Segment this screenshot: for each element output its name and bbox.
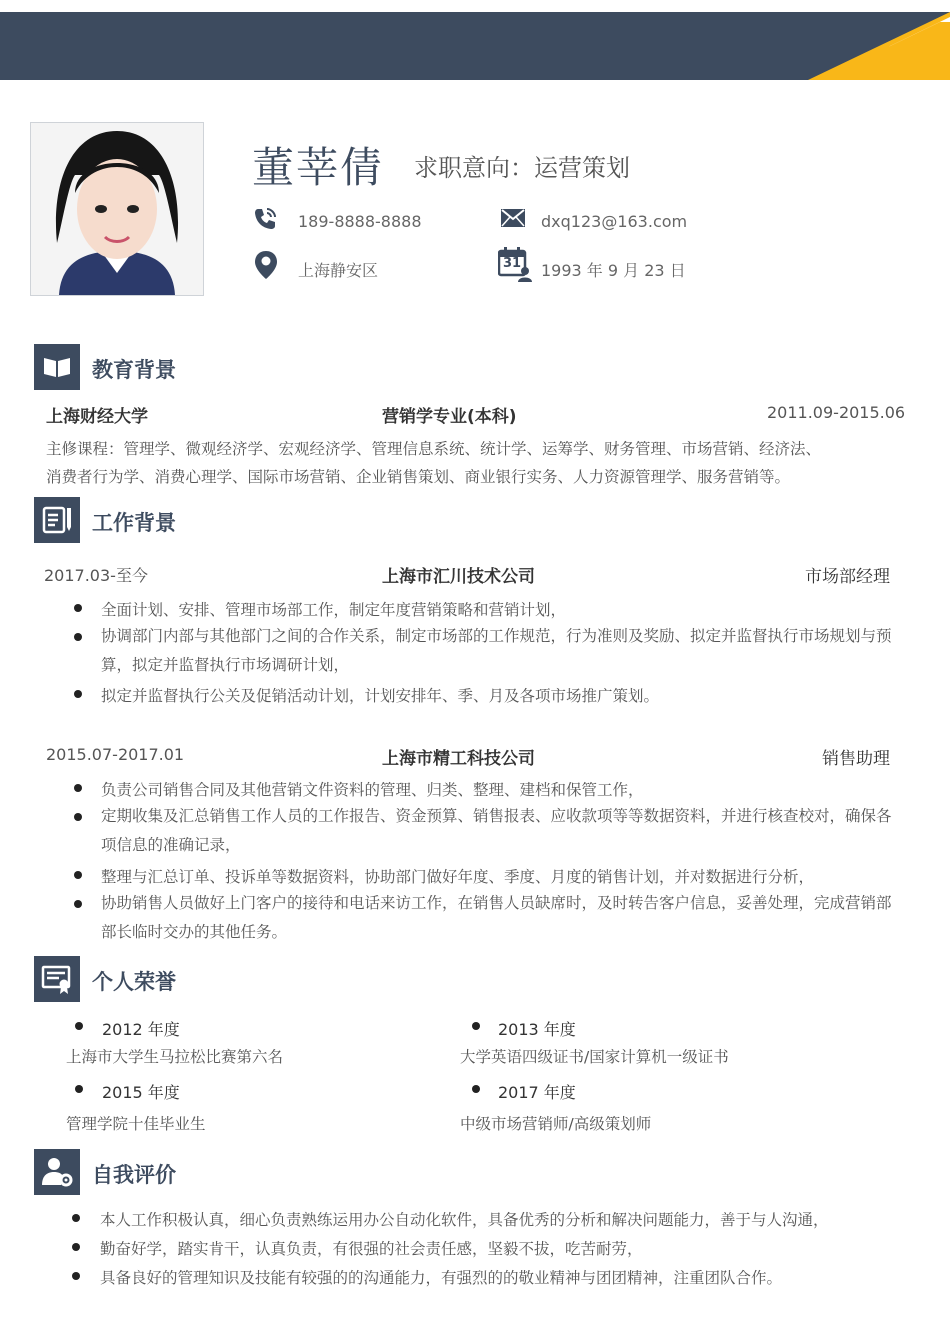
- bullet-dot: [74, 871, 82, 879]
- job-company: 上海市精工科技公司: [382, 749, 535, 769]
- bullet-dot: [74, 813, 82, 821]
- bullet-dot: [74, 633, 82, 641]
- job-duty: 拟定并监督执行公关及促销活动计划，计划安排年、季、月及各项市场推广策划。: [101, 687, 660, 705]
- bullet-dot: [472, 1022, 480, 1030]
- work-title: 工作背景: [92, 511, 176, 535]
- bullet-dot: [74, 690, 82, 698]
- clipboard-icon: [34, 497, 80, 543]
- bullet-dot: [74, 784, 82, 792]
- location-text: 上海静安区: [298, 261, 379, 280]
- job-company: 上海市汇川技术公司: [382, 567, 535, 587]
- user-gear-icon: [34, 1149, 80, 1195]
- job-duty: 协助销售人员做好上门客户的接待和电话来访工作，在销售人员缺席时，及时转告客户信息，妥善处理，完成营销部部长临时交办的其他任务。: [101, 894, 892, 941]
- job-duty: 定期收集及汇总销售工作人员的工作报告、资金预算、销售报表、应收款项等等数据资料，并进行核查校对，确保各项信息的准确记录，: [101, 807, 892, 854]
- bullet-dot: [472, 1085, 480, 1093]
- honor-year: 2013 年度: [498, 1020, 576, 1039]
- self-item: 本人工作积极认真，细心负责熟练运用办公自动化软件，具备优秀的分析和解决问题能力，善于与人沟通，: [100, 1211, 829, 1229]
- birth-date: 1993 年 9 月 23 日: [541, 261, 686, 280]
- bullet-dot: [75, 1085, 83, 1093]
- banner-accent: [0, 0, 950, 90]
- courses-line-1: 主修课程：管理学、微观经济学、宏观经济学、管理信息系统、统计学、运筹学、财务管理、市场营销、经济法、: [46, 440, 822, 458]
- location-icon: [254, 250, 278, 280]
- major: 营销学专业(本科): [382, 407, 517, 427]
- job-role: 销售助理: [822, 749, 890, 769]
- honors-section-icon: [34, 956, 80, 1002]
- phone-icon: [252, 206, 278, 232]
- bullet-dot: [74, 900, 82, 908]
- self-item: 勤奋好学，踏实肯干，认真负责，有很强的社会责任感，坚毅不拔，吃苦耐劳，: [100, 1240, 643, 1258]
- education-period: 2011.09-2015.06: [767, 403, 906, 422]
- certificate-icon: [34, 956, 80, 1002]
- education-section-icon: [34, 344, 80, 390]
- job-duty: 协调部门内部与其他部门之间的合作关系，制定市场部的工作规范，行为准则及奖励、拟定并监督执行市场规划与预算，拟定并监督执行市场调研计划，: [101, 627, 892, 674]
- job-duty: 全面计划、安排、管理市场部工作，制定年度营销策略和营销计划，: [101, 601, 567, 619]
- honor-year: 2017 年度: [498, 1083, 576, 1102]
- education-title: 教育背景: [92, 358, 176, 382]
- work-section-icon: [34, 497, 80, 543]
- bullet-dot: [72, 1214, 80, 1222]
- courses-line-2: 消费者行为学、消费心理学、国际市场营销、企业销售策划、商业银行实务、人力资源管理学、服务营销等。: [46, 468, 791, 486]
- job-period: 2015.07-2017.01: [46, 745, 185, 764]
- bullet-dot: [75, 1022, 83, 1030]
- job-duty: 负责公司销售合同及其他营销文件资料的管理、归类、整理、建档和保管工作，: [101, 781, 644, 799]
- job-duty: 整理与汇总订单、投诉单等数据资料，协助部门做好年度、季度、月度的销售计划，并对数据进行分析，: [101, 868, 815, 886]
- mail-icon: [500, 208, 526, 228]
- school-name: 上海财经大学: [46, 407, 148, 427]
- honor-year: 2012 年度: [102, 1020, 180, 1039]
- job-period: 2017.03-至今: [44, 566, 148, 585]
- self-item: 具备良好的管理知识及技能有较强的的沟通能力，有强烈的的敬业精神与团团精神，注重团队合作。: [100, 1269, 783, 1287]
- honor-desc: 大学英语四级证书/国家计算机一级证书: [460, 1048, 729, 1066]
- bullet-dot: [74, 604, 82, 612]
- person-avatar-icon: [31, 123, 203, 295]
- phone-number: 189-8888-8888: [298, 212, 422, 231]
- honor-desc: 管理学院十佳毕业生: [66, 1115, 206, 1133]
- honor-desc: 中级市场营销师/高级策划师: [460, 1115, 652, 1133]
- calendar-icon: [498, 246, 534, 282]
- honor-year: 2015 年度: [102, 1083, 180, 1102]
- email-address: dxq123@163.com: [541, 212, 688, 231]
- profile-photo: [30, 122, 204, 296]
- job-intent: 求职意向：运营策划: [414, 154, 630, 182]
- job-role: 市场部经理: [805, 567, 890, 587]
- applicant-name: 董莘倩: [252, 143, 385, 192]
- honor-desc: 上海市大学生马拉松比赛第六名: [66, 1048, 284, 1066]
- bullet-dot: [72, 1272, 80, 1280]
- book-icon: [34, 344, 80, 390]
- self-section-icon: [34, 1149, 80, 1195]
- self-title: 自我评价: [92, 1163, 176, 1187]
- honors-title: 个人荣誉: [92, 970, 176, 994]
- calendar-day: 31: [503, 256, 522, 271]
- bullet-dot: [72, 1243, 80, 1251]
